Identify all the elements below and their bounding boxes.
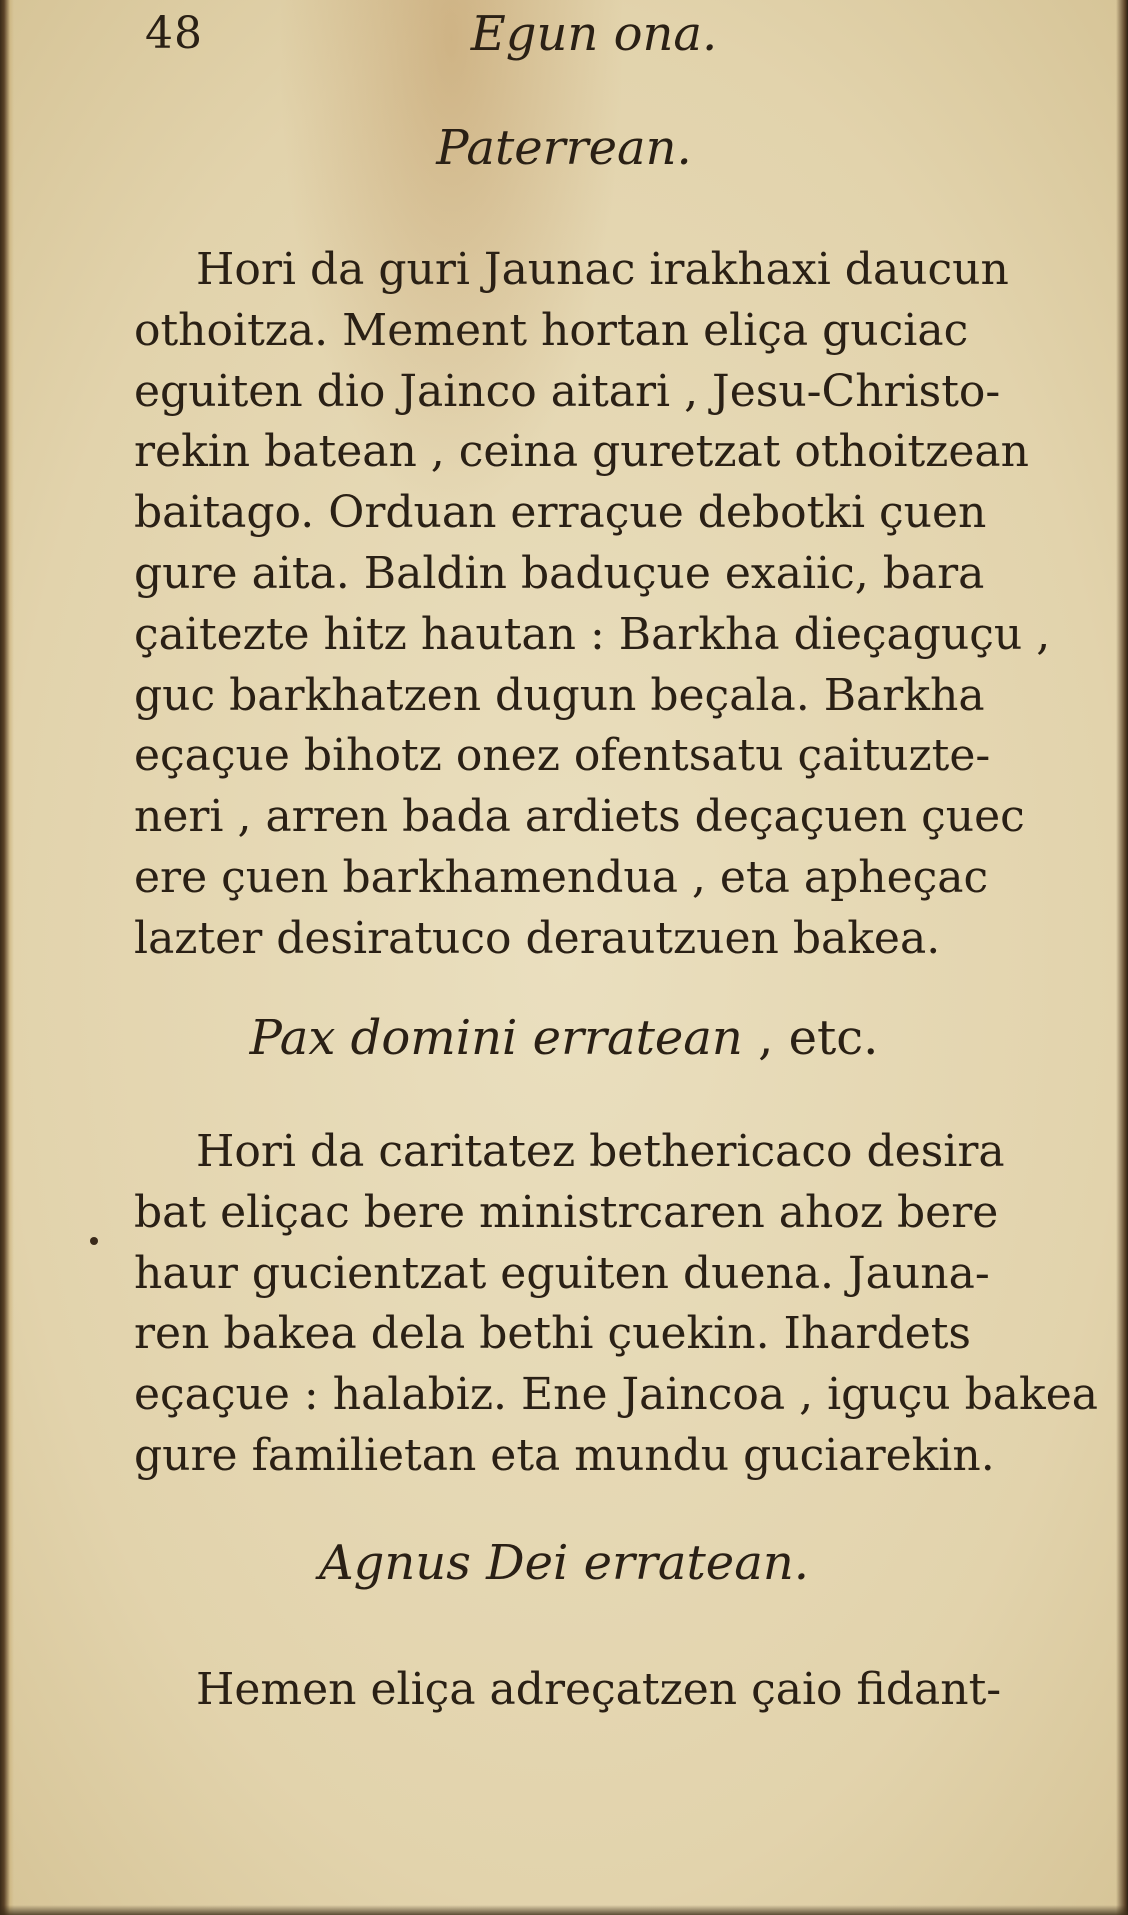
text-line: eçaçue : halabiz. Ene Jaincoa , iguçu bakea	[134, 1369, 1098, 1421]
section-heading-agnus-dei: Agnus Dei erratean.	[318, 1535, 809, 1591]
page-edge-right	[1116, 0, 1128, 1915]
text-line: ere çuen barkhamendua , eta apheçac	[134, 851, 989, 903]
page-edge-bottom	[0, 1905, 1128, 1915]
text-line: neri , arren bada ardiets deçaçuen çuec	[134, 791, 1025, 843]
page-number: 48	[145, 8, 203, 59]
text-line: ren bakea dela bethi çuekin. Ihardets	[134, 1308, 972, 1360]
text-line: eçaçue bihotz onez ofentsatu çaituzte-	[134, 730, 991, 782]
text-line: gure familietan eta mundu guciarekin.	[134, 1429, 995, 1481]
text-line: çaitezte hitz hautan : Barkha dieçaguçu ,	[134, 608, 1051, 660]
text-line: haur gucientzat eguiten duena. Jauna-	[134, 1247, 990, 1299]
text-line: baitago. Orduan erraçue debotki çuen	[134, 487, 987, 539]
section-heading-paterrean: Paterrean.	[436, 120, 692, 176]
text-line: Hori da caritatez bethericaco desira	[196, 1126, 1005, 1177]
text-line: Hori da guri Jaunac irakhaxi daucun	[196, 244, 1009, 295]
paragraph-pax-domini	[134, 1122, 1098, 1487]
paragraph-paterrean	[134, 240, 1051, 970]
text-line: rekin batean , ceina guretzat othoitzean	[134, 426, 1029, 478]
text-line: lazter desiratuco derautzuen bakea.	[134, 912, 941, 964]
text-line: guc barkhatzen dugun beçala. Barkha	[134, 669, 985, 721]
text-line: eguiten dio Jainco aitari , Jesu-Christo-	[134, 365, 1001, 417]
heading-italic: Pax domini erratean	[249, 1010, 743, 1066]
page-edge-left	[0, 0, 14, 1915]
text-line: bat eliçac bere ministrcaren ahoz bere	[134, 1186, 999, 1238]
text-line: othoitza. Mement hortan eliça guciac	[134, 304, 969, 356]
margin-dot	[90, 1237, 98, 1245]
heading-plain: , etc.	[742, 1010, 879, 1066]
paragraph-agnus-dei	[134, 1660, 1022, 1721]
text-line: Hemen eliça adreçatzen çaio fidant-	[196, 1664, 1002, 1715]
text-line: gure aita. Baldin baduçue exaiic, bara	[134, 547, 985, 599]
running-head: Egun ona.	[470, 6, 718, 62]
section-heading-pax-domini	[0, 1010, 1128, 1066]
